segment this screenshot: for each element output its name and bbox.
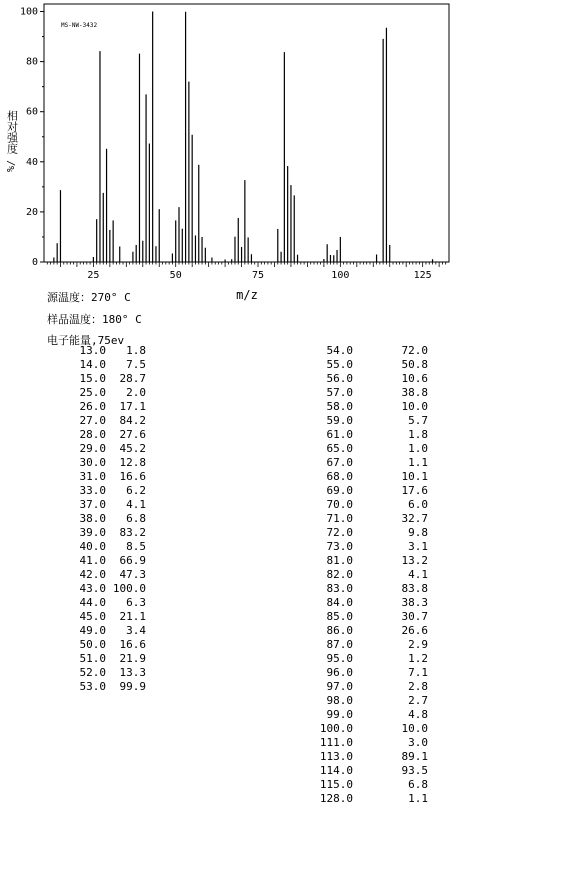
intensity-value: 93.5 [401, 764, 428, 777]
table-row [36, 400, 146, 414]
intensity-value: 1.2 [408, 652, 428, 665]
intensity-value: 10.1 [401, 470, 428, 483]
table-row [36, 442, 146, 456]
mz-value: 54.0 [326, 344, 353, 357]
mz-value: 113.0 [319, 750, 353, 763]
table-row [313, 358, 428, 372]
table-row [36, 512, 146, 526]
table-row [313, 400, 428, 414]
table-row [313, 568, 428, 582]
sample-temperature [47, 311, 142, 327]
intensity-value: 4.8 [408, 708, 428, 721]
mz-value: 83.0 [326, 582, 353, 595]
sample-temperature-label: 样品温度： [47, 313, 102, 326]
mz-value: 38.0 [79, 512, 106, 525]
x-axis-label: m/z [236, 288, 258, 302]
intensity-value: 66.9 [119, 554, 146, 567]
table-row [36, 470, 146, 484]
table-row [36, 498, 146, 512]
table-row [313, 764, 428, 778]
intensity-value: 3.4 [126, 624, 146, 637]
y-tick-label: 80 [25, 56, 38, 68]
intensity-value: 2.9 [408, 638, 428, 651]
intensity-value: 6.0 [408, 498, 428, 511]
intensity-value: 16.6 [119, 470, 146, 483]
mz-value: 128.0 [319, 792, 353, 805]
mz-value: 30.0 [79, 456, 106, 469]
mz-value: 84.0 [326, 596, 353, 609]
intensity-value: 4.1 [126, 498, 146, 511]
table-row [36, 624, 146, 638]
intensity-value: 26.6 [401, 624, 428, 637]
intensity-value: 1.8 [408, 428, 428, 441]
intensity-value: 38.3 [401, 596, 428, 609]
mz-value: 39.0 [79, 526, 106, 539]
mz-value: 52.0 [79, 666, 106, 679]
table-row [313, 428, 428, 442]
intensity-value: 6.8 [408, 778, 428, 791]
table-row [313, 722, 428, 736]
mz-value: 100.0 [319, 722, 353, 735]
mz-value: 53.0 [79, 680, 106, 693]
table-row [313, 666, 428, 680]
intensity-value: 7.1 [408, 666, 428, 679]
table-row [313, 680, 428, 694]
mz-value: 68.0 [326, 470, 353, 483]
mz-value: 59.0 [326, 414, 353, 427]
mz-value: 65.0 [326, 442, 353, 455]
table-row [313, 736, 428, 750]
mz-value: 98.0 [326, 694, 353, 707]
mz-value: 73.0 [326, 540, 353, 553]
table-row [313, 540, 428, 554]
mz-value: 26.0 [79, 400, 106, 413]
table-row [313, 652, 428, 666]
intensity-value: 72.0 [401, 344, 428, 357]
table-row [36, 386, 146, 400]
intensity-value: 3.0 [408, 736, 428, 749]
table-row [313, 498, 428, 512]
intensity-value: 99.9 [119, 680, 146, 693]
table-row [313, 386, 428, 400]
intensity-value: 30.7 [401, 610, 428, 623]
table-row [313, 526, 428, 540]
intensity-value: 6.2 [126, 484, 146, 497]
intensity-value: 13.3 [119, 666, 146, 679]
mz-value: 49.0 [79, 624, 106, 637]
table-row [36, 610, 146, 624]
mz-value: 87.0 [326, 638, 353, 651]
intensity-value: 2.0 [126, 386, 146, 399]
intensity-value: 16.6 [119, 638, 146, 651]
table-row [36, 680, 146, 694]
intensity-value: 84.2 [119, 414, 146, 427]
mz-value: 67.0 [326, 456, 353, 469]
table-row [36, 414, 146, 428]
intensity-value: 1.0 [408, 442, 428, 455]
table-row [36, 484, 146, 498]
y-axis-label: 相对强度 [5, 110, 19, 154]
intensity-value: 4.1 [408, 568, 428, 581]
table-row [313, 372, 428, 386]
mass-spectrum-chart [0, 0, 570, 305]
mz-value: 37.0 [79, 498, 106, 511]
source-temperature-label: 源温度： [47, 291, 91, 304]
spectrum-peaks [54, 12, 433, 262]
intensity-value: 1.1 [408, 792, 428, 805]
mz-value: 33.0 [79, 484, 106, 497]
mz-value: 51.0 [79, 652, 106, 665]
table-row [313, 624, 428, 638]
intensity-value: 2.7 [408, 694, 428, 707]
mz-value: 81.0 [326, 554, 353, 567]
x-tick-label: 100 [331, 270, 350, 281]
mz-value: 111.0 [319, 736, 353, 749]
table-row [36, 456, 146, 470]
mz-value: 25.0 [79, 386, 106, 399]
y-tick-label: 40 [25, 156, 38, 168]
table-row [36, 428, 146, 442]
table-row [36, 582, 146, 596]
mz-value: 27.0 [79, 414, 106, 427]
y-axis-ticks [20, 7, 44, 268]
mz-value: 13.0 [79, 344, 106, 357]
table-row [36, 568, 146, 582]
intensity-value: 47.3 [119, 568, 146, 581]
sample-temperature-value: 180° C [102, 313, 142, 326]
table-row [313, 344, 428, 358]
intensity-value: 21.9 [119, 652, 146, 665]
intensity-value: 9.8 [408, 526, 428, 539]
intensity-value: 3.1 [408, 540, 428, 553]
intensity-value: 7.5 [126, 358, 146, 371]
table-row [36, 554, 146, 568]
intensity-value: 17.6 [401, 484, 428, 497]
y-tick-label: 100 [19, 6, 38, 18]
intensity-value: 27.6 [119, 428, 146, 441]
mz-value: 71.0 [326, 512, 353, 525]
y-axis-unit: %/ [6, 159, 17, 172]
intensity-value: 32.7 [401, 512, 428, 525]
mz-value: 56.0 [326, 372, 353, 385]
x-tick-label: 125 [413, 270, 432, 281]
table-row [313, 484, 428, 498]
mz-value: 86.0 [326, 624, 353, 637]
mz-value: 69.0 [326, 484, 353, 497]
mz-value: 72.0 [326, 526, 353, 539]
table-row [313, 596, 428, 610]
mz-value: 45.0 [79, 610, 106, 623]
table-row [313, 554, 428, 568]
intensity-value: 28.7 [119, 372, 146, 385]
mz-value: 43.0 [79, 582, 106, 595]
mz-value: 58.0 [326, 400, 353, 413]
mz-value: 14.0 [79, 358, 106, 371]
table-row [36, 526, 146, 540]
table-row [313, 470, 428, 484]
table-row [36, 638, 146, 652]
intensity-value: 8.5 [126, 540, 146, 553]
table-row [313, 610, 428, 624]
intensity-value: 12.8 [119, 456, 146, 469]
mz-value: 29.0 [79, 442, 106, 455]
table-row [313, 694, 428, 708]
table-row [313, 778, 428, 792]
y-tick-label: 60 [25, 106, 38, 118]
intensity-value: 10.6 [401, 372, 428, 385]
table-row [36, 652, 146, 666]
table-row [313, 414, 428, 428]
mz-value: 95.0 [326, 652, 353, 665]
mz-value: 85.0 [326, 610, 353, 623]
mz-value: 96.0 [326, 666, 353, 679]
intensity-value: 17.1 [119, 400, 146, 413]
mz-value: 55.0 [326, 358, 353, 371]
mz-value: 57.0 [326, 386, 353, 399]
mz-value: 97.0 [326, 680, 353, 693]
intensity-value: 10.0 [401, 400, 428, 413]
mz-value: 28.0 [79, 428, 106, 441]
table-row [36, 666, 146, 680]
mz-value: 44.0 [79, 596, 106, 609]
mz-value: 41.0 [79, 554, 106, 567]
electron-energy-label: 电子能量 [47, 334, 91, 347]
mz-value: 114.0 [319, 764, 353, 777]
table-row [313, 512, 428, 526]
table-row [36, 344, 146, 358]
x-tick-label: 75 [252, 270, 265, 281]
table-row [36, 358, 146, 372]
peak-table-left [36, 344, 146, 694]
mz-value: 31.0 [79, 470, 106, 483]
peak-table-right [313, 344, 428, 806]
mz-value: 42.0 [79, 568, 106, 581]
intensity-value: 6.8 [126, 512, 146, 525]
intensity-value: 50.8 [401, 358, 428, 371]
table-row [313, 750, 428, 764]
table-row [313, 638, 428, 652]
spectrum-id-label: MS-NW-3432 [61, 22, 98, 29]
table-row [36, 372, 146, 386]
plot-frame [44, 4, 449, 262]
intensity-value: 45.2 [119, 442, 146, 455]
mz-value: 115.0 [319, 778, 353, 791]
table-row [313, 442, 428, 456]
mz-value: 40.0 [79, 540, 106, 553]
intensity-value: 6.3 [126, 596, 146, 609]
mz-value: 70.0 [326, 498, 353, 511]
table-row [36, 596, 146, 610]
y-tick-label: 20 [25, 206, 38, 218]
table-row [313, 792, 428, 806]
intensity-value: 13.2 [401, 554, 428, 567]
table-row [313, 582, 428, 596]
source-temperature [47, 289, 131, 305]
mz-value: 82.0 [326, 568, 353, 581]
intensity-value: 10.0 [401, 722, 428, 735]
intensity-value: 1.8 [126, 344, 146, 357]
intensity-value: 83.8 [401, 582, 428, 595]
x-axis-ticks [47, 262, 445, 281]
intensity-value: 100.0 [112, 582, 146, 595]
mz-value: 99.0 [326, 708, 353, 721]
mz-value: 15.0 [79, 372, 106, 385]
intensity-value: 1.1 [408, 456, 428, 469]
intensity-value: 38.8 [401, 386, 428, 399]
source-temperature-value: 270° C [91, 291, 131, 304]
mz-value: 50.0 [79, 638, 106, 651]
x-tick-label: 25 [87, 270, 100, 281]
electron-energy-value: ,75ev [91, 334, 125, 347]
table-row [313, 708, 428, 722]
intensity-value: 83.2 [119, 526, 146, 539]
intensity-value: 2.8 [408, 680, 428, 693]
x-tick-label: 50 [169, 270, 182, 281]
intensity-value: 89.1 [401, 750, 428, 763]
y-tick-label: 0 [31, 257, 38, 268]
table-row [313, 456, 428, 470]
table-row [36, 540, 146, 554]
intensity-value: 21.1 [119, 610, 146, 623]
intensity-value: 5.7 [408, 414, 428, 427]
mz-value: 61.0 [326, 428, 353, 441]
